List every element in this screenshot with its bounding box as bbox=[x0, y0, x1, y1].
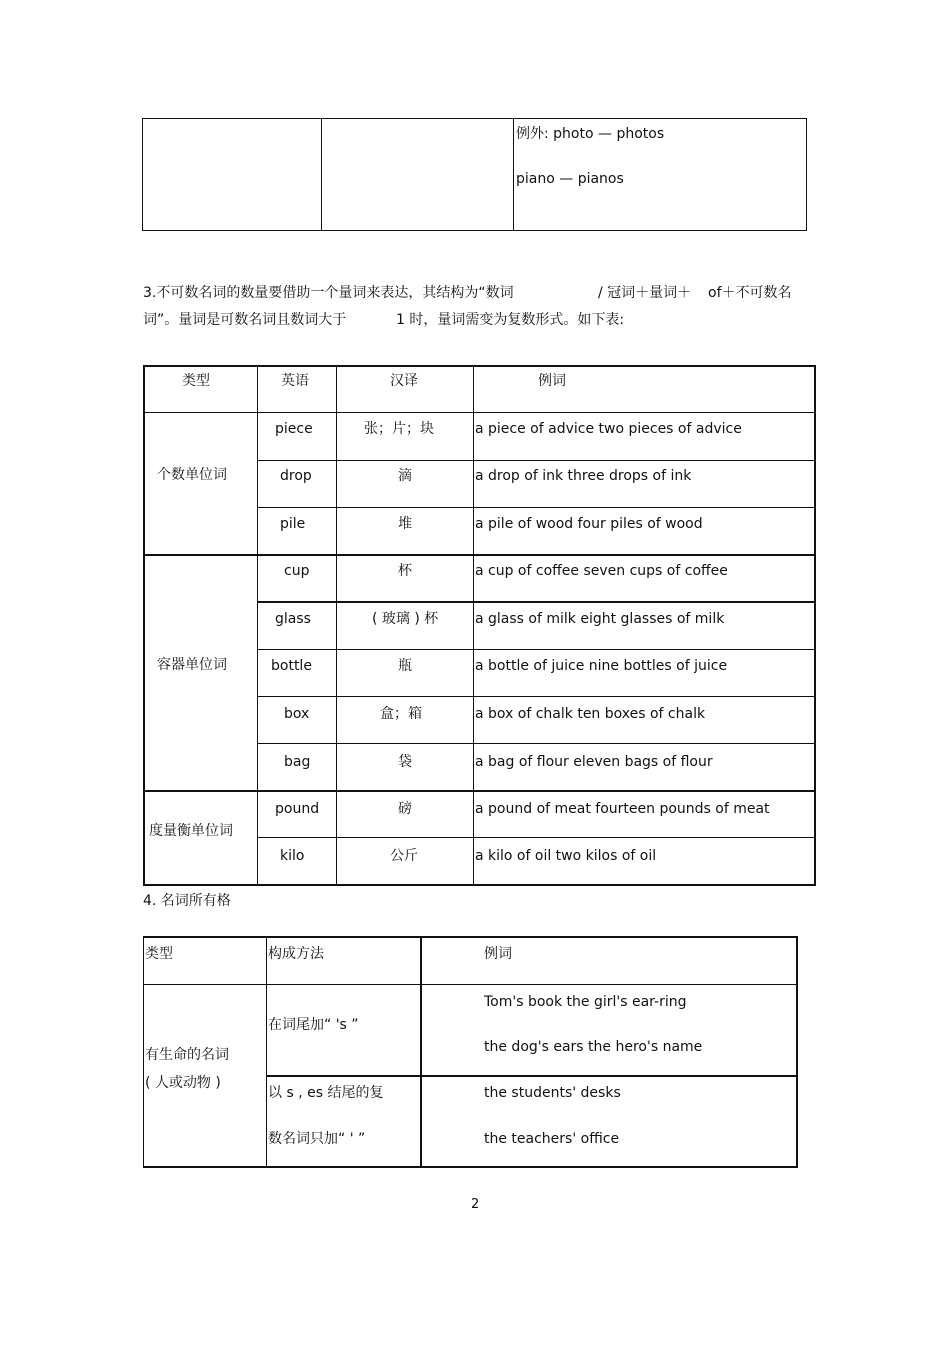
header-chinese: 汉译 bbox=[390, 373, 418, 389]
poss-header-example: 例词 bbox=[484, 946, 512, 962]
row-zh: 袋 bbox=[398, 754, 412, 770]
row-example: a cup of coffee seven cups of coffee bbox=[475, 563, 728, 579]
row-en: box bbox=[284, 706, 310, 722]
row-en: bottle bbox=[271, 658, 312, 674]
row-en: pound bbox=[275, 801, 320, 817]
para3-line2-b: 1 时，量词需变为复数形式。如下表: bbox=[396, 312, 625, 328]
type-measure-unit: 度量衡单位词 bbox=[149, 823, 233, 839]
poss-row2-example-1: the students' desks bbox=[484, 1085, 621, 1101]
type-container-unit: 容器单位词 bbox=[157, 657, 227, 673]
row-example: a bottle of juice nine bottles of juice bbox=[475, 658, 728, 674]
header-english: 英语 bbox=[281, 373, 309, 389]
para3-line1-a: 3.不可数名词的数量要借助一个量词来表达，其结构为“数词 bbox=[143, 285, 514, 301]
row-en: pile bbox=[280, 516, 306, 532]
row-example: a glass of milk eight glasses of milk bbox=[475, 611, 725, 627]
row-example: a bag of flour eleven bags of flour bbox=[475, 754, 713, 770]
exception-text: 例外: photo — photos bbox=[516, 126, 665, 142]
row-zh: 磅 bbox=[398, 801, 412, 817]
row-en: piece bbox=[275, 421, 313, 437]
row-en: bag bbox=[284, 754, 311, 770]
poss-row2-method-1: 以 s , es 结尾的复 bbox=[268, 1085, 384, 1101]
row-zh: ( 玻璃 ) 杯 bbox=[372, 611, 439, 627]
poss-type-line1: 有生命的名词 bbox=[145, 1047, 229, 1063]
row-en: drop bbox=[280, 468, 312, 484]
row-example: a pile of wood four piles of wood bbox=[475, 516, 703, 532]
row-zh: 堆 bbox=[398, 516, 412, 532]
row-en: cup bbox=[284, 563, 310, 579]
header-example: 例词 bbox=[538, 373, 566, 389]
row-en: glass bbox=[275, 611, 311, 627]
section-4-title: 4. 名词所有格 bbox=[143, 893, 231, 909]
exception-text-2: piano — pianos bbox=[516, 171, 624, 187]
row-zh: 瓶 bbox=[398, 658, 412, 674]
para3-line1-b: / 冠词＋量词＋ bbox=[598, 285, 692, 301]
row-zh: 滴 bbox=[398, 468, 412, 484]
type-count-unit: 个数单位词 bbox=[157, 467, 227, 483]
para3-line2-a: 词”。量词是可数名词且数词大于 bbox=[143, 312, 347, 328]
row-zh: 杯 bbox=[398, 563, 412, 579]
poss-row2-method-2: 数名词只加“ ' ” bbox=[268, 1131, 366, 1147]
row-zh: 公斤 bbox=[390, 848, 418, 864]
row-example: a drop of ink three drops of ink bbox=[475, 468, 692, 484]
poss-row1-example-2: the dog's ears the hero's name bbox=[484, 1039, 703, 1055]
poss-row2-example-2: the teachers' office bbox=[484, 1131, 620, 1147]
poss-header-method: 构成方法 bbox=[268, 946, 324, 962]
poss-header-type: 类型 bbox=[145, 946, 173, 962]
header-type: 类型 bbox=[182, 373, 210, 389]
row-example: a kilo of oil two kilos of oil bbox=[475, 848, 657, 864]
poss-row1-method: 在词尾加“ 's ” bbox=[268, 1017, 359, 1033]
row-zh: 张；片；块 bbox=[364, 421, 434, 437]
poss-type-line2: ( 人或动物 ) bbox=[145, 1075, 221, 1091]
para3-line1-c: of＋不可数名 bbox=[708, 285, 792, 301]
row-en: kilo bbox=[280, 848, 305, 864]
poss-row1-example-1: Tom's book the girl's ear-ring bbox=[484, 994, 687, 1010]
row-example: a pound of meat fourteen pounds of meat bbox=[475, 801, 770, 817]
row-example: a box of chalk ten boxes of chalk bbox=[475, 706, 706, 722]
row-zh: 盒；箱 bbox=[380, 706, 422, 722]
row-example: a piece of advice two pieces of advice bbox=[475, 421, 742, 437]
page-number: 2 bbox=[471, 1197, 480, 1212]
